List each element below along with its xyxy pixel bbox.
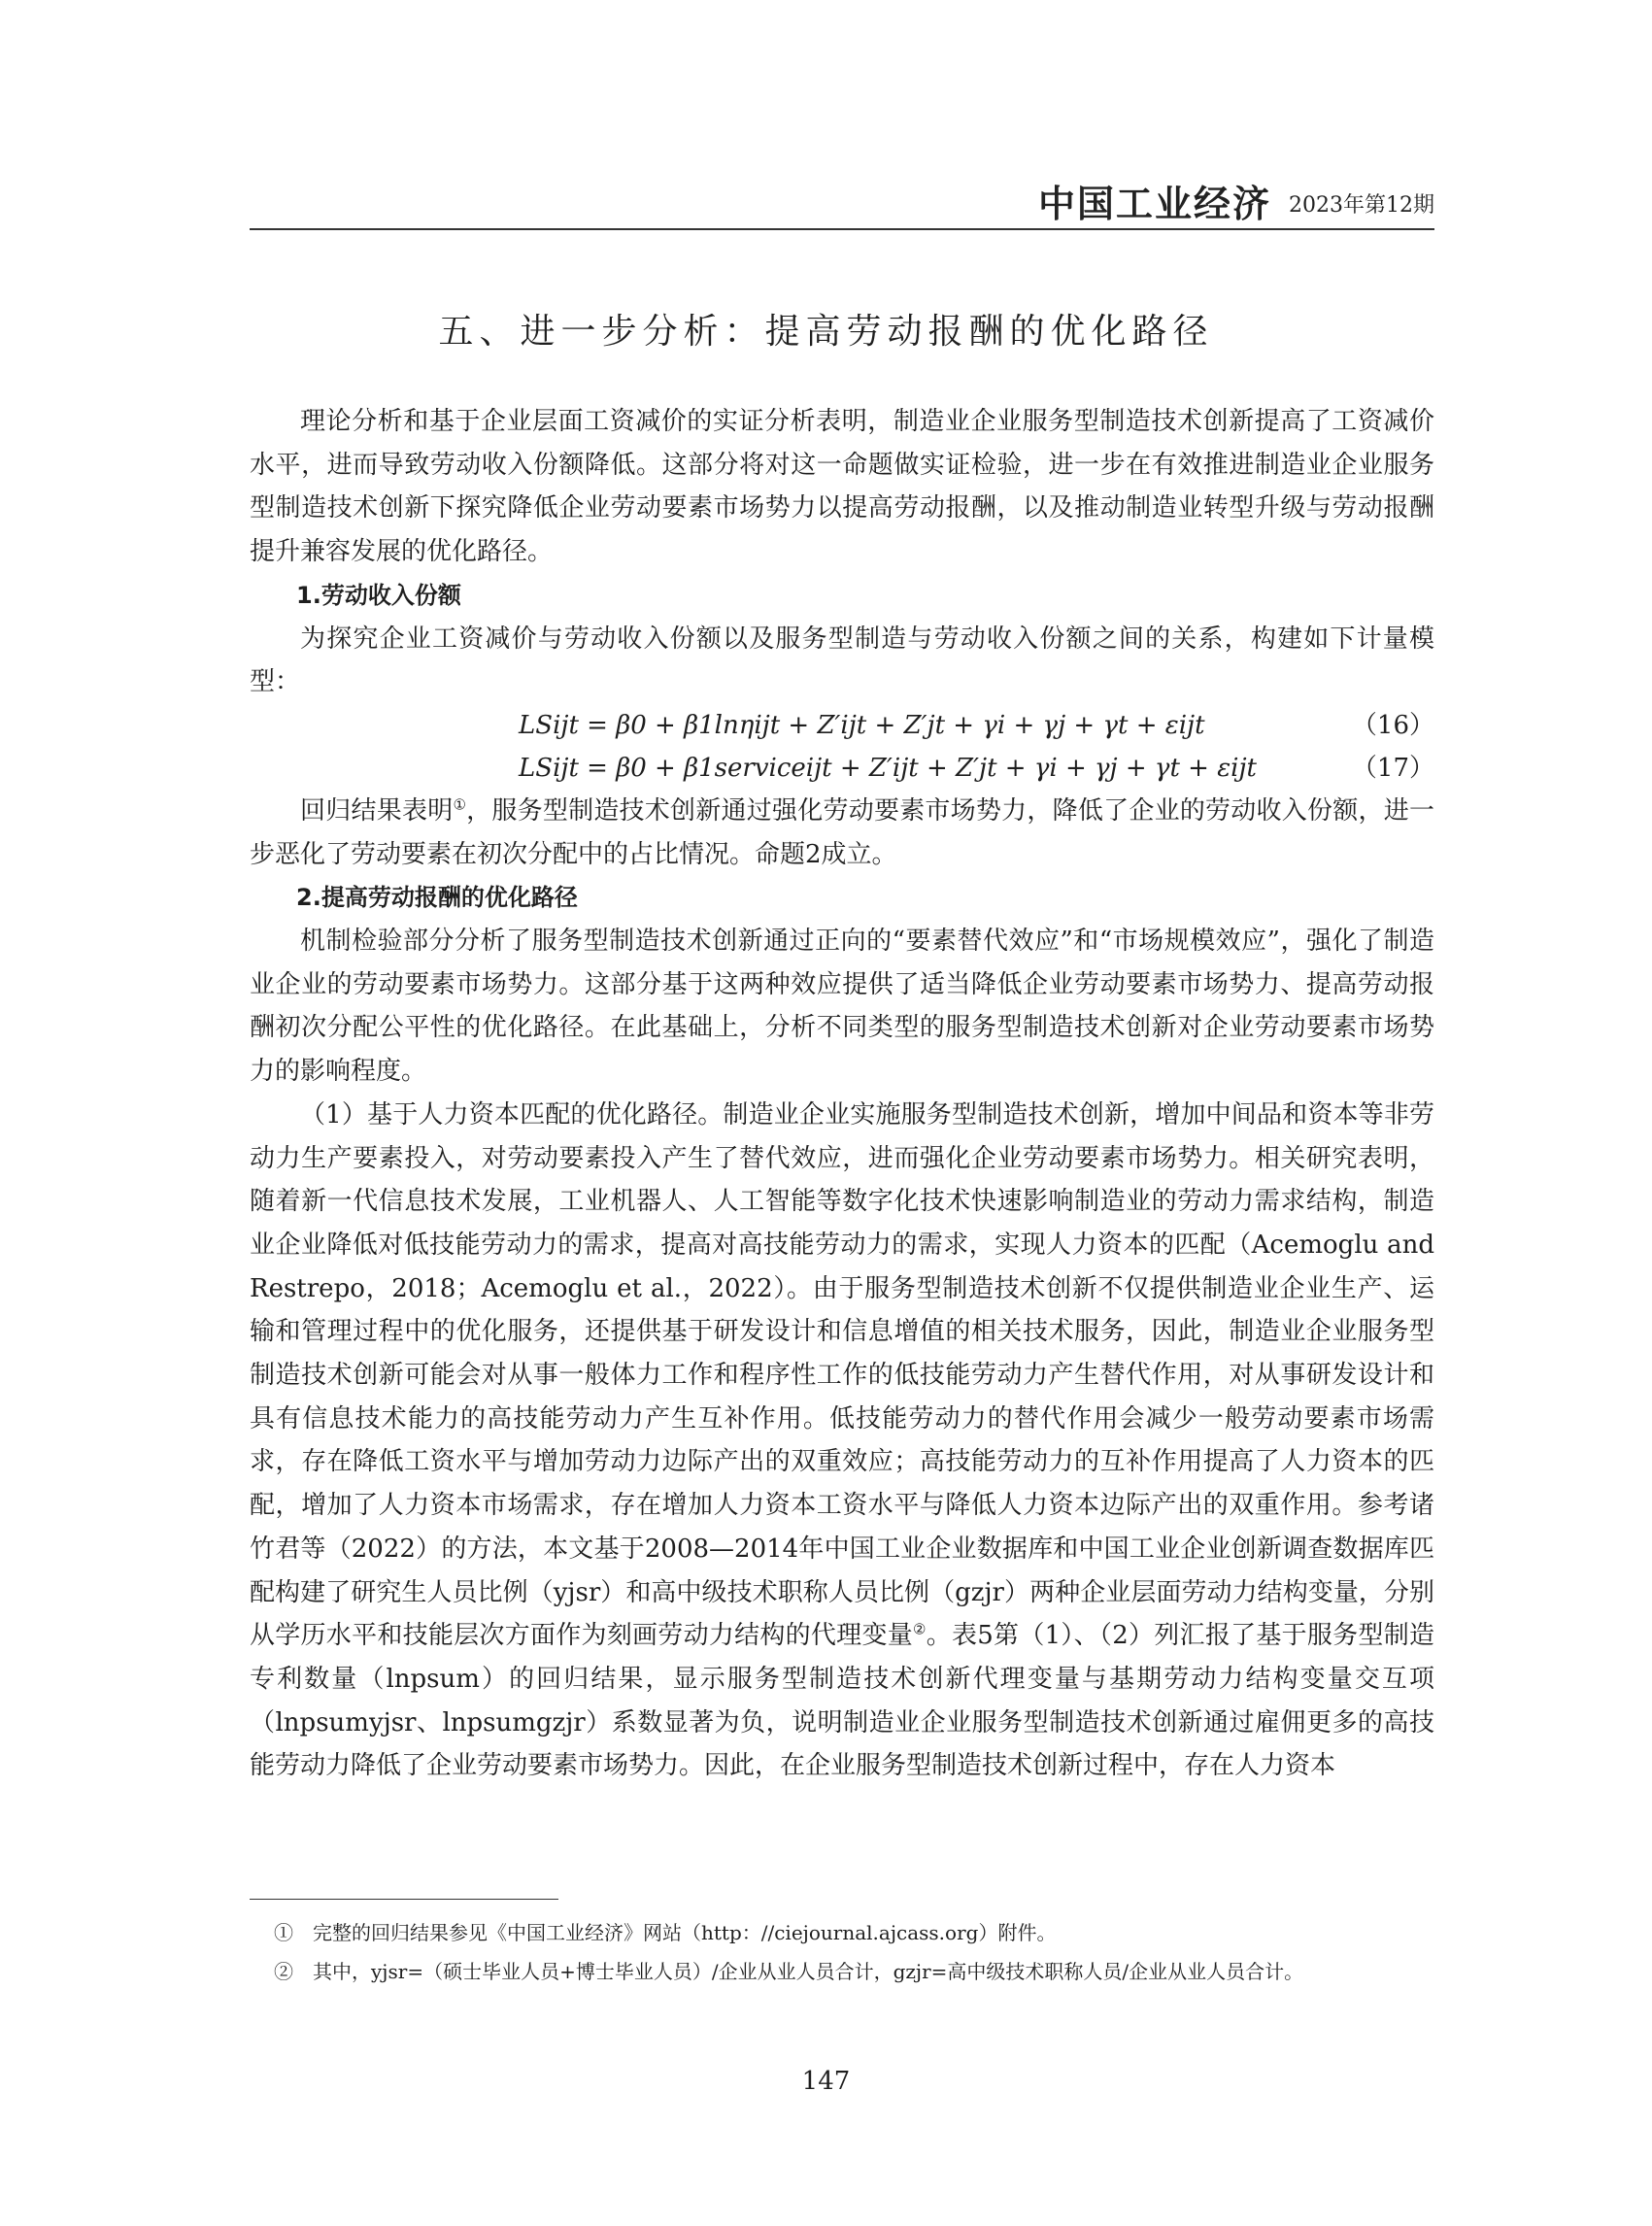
footnote-ref-1[interactable]: ① bbox=[453, 795, 467, 814]
equation-17-formula: LSijt = β0 + β1serviceijt + Z′ijt + Z′jt + γi + γj + γt + εijt bbox=[519, 753, 1257, 783]
mechanism-paragraph: 机制检验部分分析了服务型制造技术创新通过正向的“要素替代效应”和“市场规模效应”，强化了制造业企业的劳动要素市场势力。这部分基于这两种效应提供了适当降低企业劳动要素市场势力、提高劳动报酬初次分配公平性的优化路径。在此基础上，分析不同类型的服务型制造技术创新对企业劳动要素市场势力的影响程度。 bbox=[250, 927, 1434, 1087]
issue-label: 2023年第12期 bbox=[1289, 193, 1434, 218]
result-text-a: 回归结果表明 bbox=[300, 795, 454, 826]
section-title: 五、进一步分析：提高劳动报酬的优化路径 bbox=[438, 312, 1214, 352]
human-capital-text-a: （1）基于人力资本匹配的优化路径。制造业企业实施服务型制造技术创新，增加中间品和资本等非劳动力生产要素投入，对劳动要素投入产生了替代效应，进而强化企业劳动要素市场势力。相关研究表明，随着新一代信息技术发展，工业机器人、人工智能等数字化技术快速影响制造业的劳动力需求结构，制造业企业降低对低技能劳动力的需求，提高对高技能劳动力的需求，实现人力资本的匹配（Acemoglu and Restrepo，2018；Acemoglu et al.，2022）。由于服务型制造技术创新不仅提供制造业企业生产、运输和管理过程中的优化服务，还提供基于研发设计和信息增值的相关技术服务，因此，制造业企业服务型制造技术创新可能会对从事一般体力工作和程序性工作的低技能劳动力产生替代作用，对从事研发设计和具有信息技术能力的高技能劳动力产生互补作用。低技能劳动力的替代作用会减少一般劳动要素市场需求，存在降低工资水平与增加劳动力边际产出的双重效应；高技能劳动力的互补作用提高了人力资本的匹配，增加了人力资本市场需求，存在增加人力资本工资水平与降低人力资本边际产出的双重作用。参考诸竹君等（2022）的方法，本文基于2008—2014年中国工业企业数据库和中国工业企业创新调查数据库匹配构建了研究生人员比例（yjsr）和高中级技术职称人员比例（gzjr）两种企业层面劳动力结构变量，分别从学历水平和技能层次方面作为刻画劳动力结构的代理变量 bbox=[250, 1099, 1434, 1651]
page-number: 147 bbox=[801, 2067, 851, 2096]
article-body bbox=[250, 400, 1434, 1788]
equation-16 bbox=[250, 704, 1434, 747]
result-paragraph bbox=[250, 790, 1434, 876]
human-capital-text-b: 。表5第（1）、（2）列汇报了基于服务型制造专利数量（lnpsum）的回归结果，显示服务型制造技术创新代理变量与基期劳动力结构变量交互项（lnpsumyjsr、lnpsumgzjr）系数显著为负，说明制造业企业服务型制造技术创新通过雇佣更多的高技能劳动力降低了企业劳动要素市场势力。因此，在企业服务型制造技术创新过程中，存在人力资本 bbox=[250, 1621, 1434, 1781]
header-rule bbox=[250, 228, 1434, 230]
subsection-1-heading: 1.劳动收入份额 bbox=[296, 581, 461, 609]
human-capital-paragraph bbox=[250, 1094, 1434, 1788]
footnote-2: ② 其中，yjsr=（硕士毕业人员+博士毕业人员）/企业从业人员合计，gzjr=高中级技术职称人员/企业从业人员合计。 bbox=[274, 1960, 1304, 1983]
equation-17 bbox=[250, 747, 1434, 790]
running-header bbox=[250, 183, 1434, 225]
footnote-ref-2[interactable]: ② bbox=[912, 1620, 927, 1638]
footnote-1: ① 完整的回归结果参见《中国工业经济》网站（http：//ciejournal.ajcass.org）附件。 bbox=[274, 1921, 1057, 1944]
equation-17-number: （17） bbox=[1351, 753, 1434, 783]
equation-16-formula: LSijt = β0 + β1lnηijt + Z′ijt + Z′jt + γi + γj + γt + εijt bbox=[519, 710, 1205, 740]
journal-name: 中国工业经济 bbox=[1037, 183, 1271, 225]
footnote-rule bbox=[250, 1899, 558, 1900]
subsection-2-heading: 2.提高劳动报酬的优化路径 bbox=[296, 884, 578, 912]
equation-16-number: （16） bbox=[1351, 710, 1434, 740]
footnotes bbox=[274, 1913, 1434, 1991]
intro-paragraph: 理论分析和基于企业层面工资减价的实证分析表明，制造业企业服务型制造技术创新提高了工资减价水平，进而导致劳动收入份额降低。这部分将对这一命题做实证检验，进一步在有效推进制造业企业服务型制造技术创新下探究降低企业劳动要素市场势力以提高劳动报酬，以及推动制造业转型升级与劳动报酬提升兼容发展的优化路径。 bbox=[250, 407, 1434, 567]
result-text-b: ，服务型制造技术创新通过强化劳动要素市场势力，降低了企业的劳动收入份额，进一步恶化了劳动要素在初次分配中的占比情况。命题2成立。 bbox=[250, 795, 1434, 869]
model-intro-paragraph: 为探究企业工资减价与劳动收入份额以及服务型制造与劳动收入份额之间的关系，构建如下计量模型： bbox=[250, 624, 1434, 697]
